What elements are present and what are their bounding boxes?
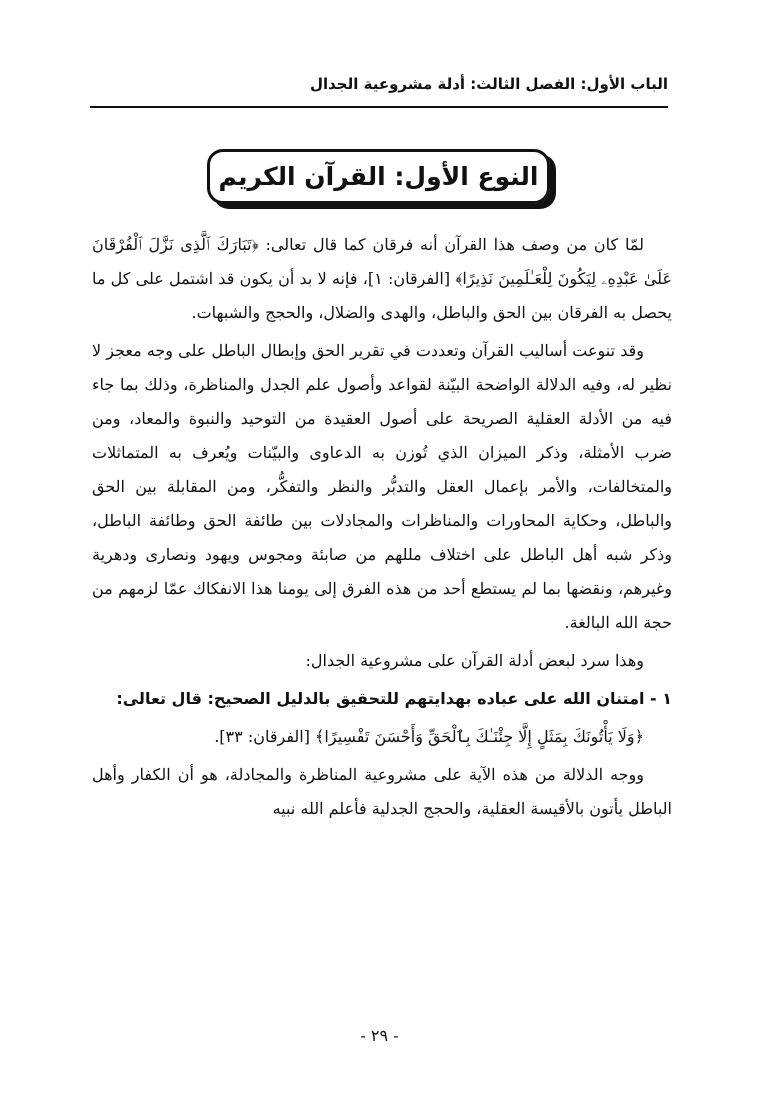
paragraph-methods: وقد تنوعت أساليب القرآن وتعددت في تقرير الحق وإبطال الباطل على وجه معجز لا نظير له، وفيه الدلالة الواضحة البيّنة لقواعد وأصول علم الجدل والمناظرة، وذلك بما جاء فيه من الأدلة العقلية الصريحة على أصول العقيدة من التوحيد والنبوة والمعاد، ومن ضرب الأمثلة، وذكر الميزان الذي تُوزن به الدعاوى والبيّنات ويُعرف به المتماثلات والمتخالفات، والأمر بإعمال العقل والتدبُّر والنظر والتفكُّر، ومن المقابلة بين الحق والباطل، وحكاية المحاورات والمناظرات والمجادلات بين طائفة الحق وطائفة الباطل، وذكر شبه أهل الباطل على اختلاف مللهم من صابئة ومجوس ويهود ونصارى ودهرية وغيرهم، ونقضها بما لم يستطع أحد من هذه الفرق إلى يومنا هذا الانفكاك عمّا لزمهم من حجة الله البالغة. xyxy=(92,341,673,632)
section-title: النوع الأول: القرآن الكريم xyxy=(218,161,539,191)
section-title-frame xyxy=(207,149,550,204)
paragraph-evidence: ووجه الدلالة من هذه الآية على مشروعية المناظرة والمجادلة، هو أن الكفار وأهل الباطل يأتون بالأقيسة العقلية، والحجج الجدلية فأعلم الله نبيه xyxy=(92,765,672,818)
paragraph-list-intro: وهذا سرد لبعض أدلة القرآن على مشروعية الجدال: xyxy=(305,651,644,670)
list-item-1-heading: ١ - امتنان الله على عباده بهدايتهم للتحقيق بالدليل الصحيح: قال تعالى: xyxy=(116,689,672,708)
paragraph-intro: لمّا كان من وصف هذا القرآن أنه فرقان كما قال تعالى: ﴿تَبَارَكَ ٱلَّذِى نَزَّلَ ٱلْفُرْقَانَ عَلَىٰ عَبْدِهِۦ لِيَكُونَ لِلْعَـٰلَمِينَ نَذِيرًا﴾ [الفرقان: ١]، فإنه لا بد أن يكون قد اشتمل على كل ما يحصل به الفرقان بين الحق والباطل، والهدى والضلال، والحجج والشبهات. xyxy=(92,235,673,322)
header-rule xyxy=(90,106,668,108)
running-header: الباب الأول: الفصل الثالث: أدلة مشروعية الجدال xyxy=(309,75,668,93)
body-text xyxy=(92,228,672,830)
list-item-1-verse: ﴿وَلَا يَأْتُونَكَ بِمَثَلٍ إِلَّا جِئْنَـٰكَ بِٱلْحَقِّ وَأَحْسَنَ تَفْسِيرًا﴾ [الفرقان: ٣٣]. xyxy=(214,727,644,746)
page-number: - ٢٩ - xyxy=(360,1026,399,1045)
